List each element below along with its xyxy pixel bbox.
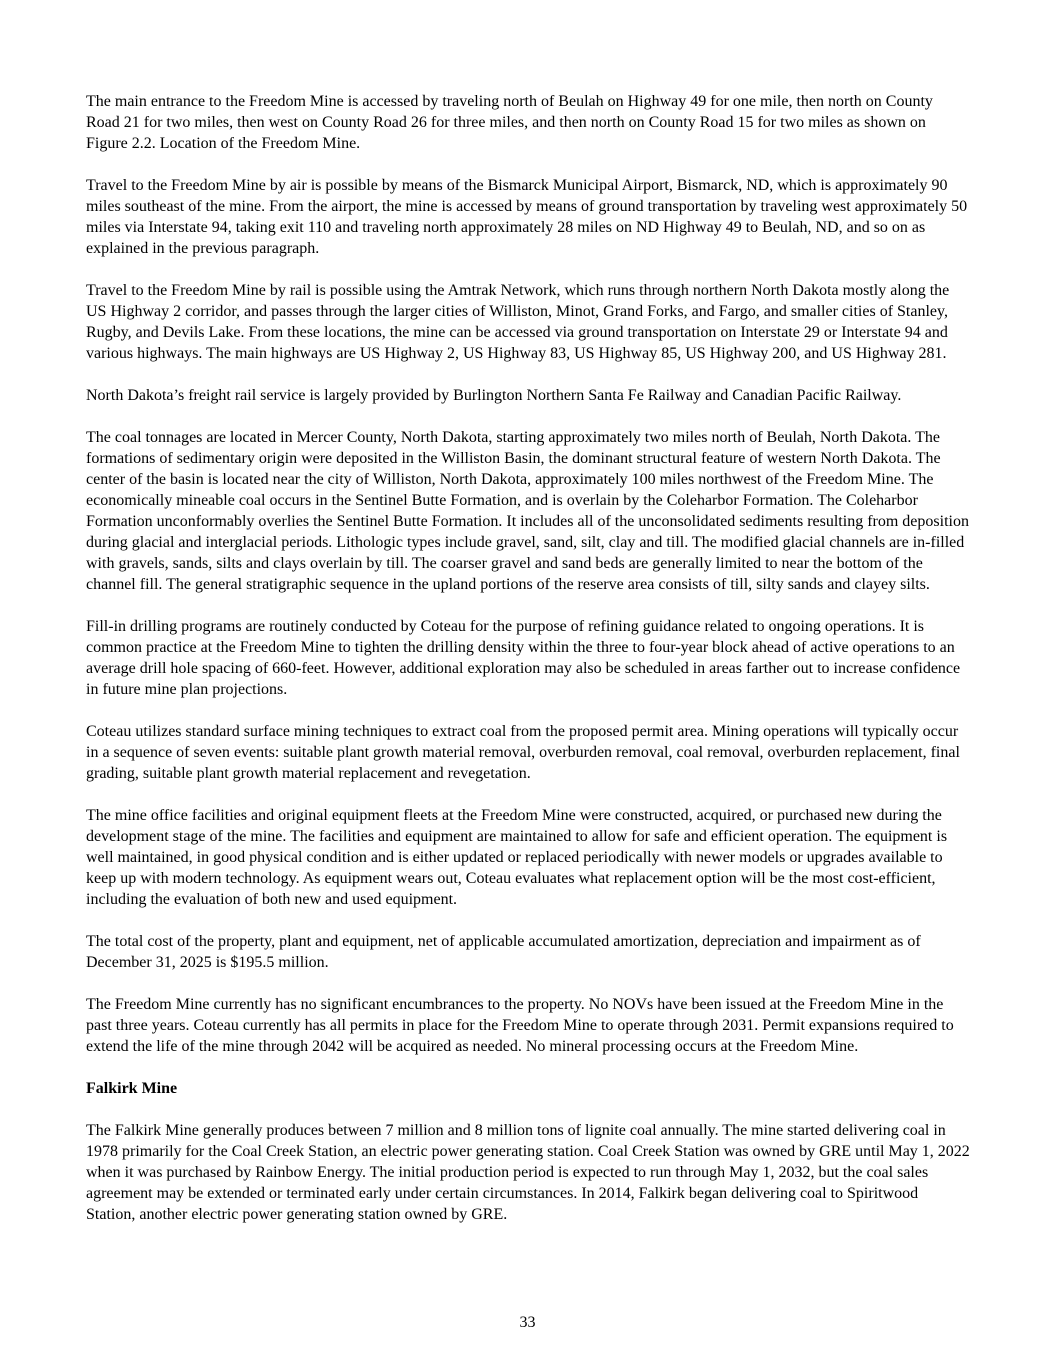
section-heading-falkirk-mine: Falkirk Mine [86, 1080, 178, 1097]
page-number: 33 [519, 1314, 536, 1331]
paragraph-mine-office-facilities: The mine office facilities and original equipment fleets at the Freedom Mine were constructed, acquired, or purchased new during the development stage of the mine. The facilities and equipment are maintained to allow for safe and efficient operation. The equipment is well maintained, in good physical condition and is either updated or replaced periodically with newer models or upgrades available to keep up with modern technology. As equipment wears out, Coteau evaluates what replacement option will be the most cost-efficient, including the evaluation of both new and used equipment. [86, 807, 948, 908]
paragraph-coal-tonnages-geology: The coal tonnages are located in Mercer County, North Dakota, starting approximately two miles north of Beulah, North Dakota. The formations of sedimentary origin were deposited in the Williston Basin, the dominant structural feature of western North Dakota. The center of the basin is located near the city of Williston, North Dakota, approximately 100 miles northwest of the Freedom Mine. The economically mineable coal occurs in the Sentinel Butte Formation, and is overlain by the Coleharbor Formation. The Coleharbor Formation unconformably overlies the Sentinel Butte Formation. It includes all of the unconsolidated sediments resulting from deposition during glacial and interglacial periods. Lithologic types include gravel, sand, silt, clay and till. The modified glacial channels are in-filled with gravels, sands, silts and clays overlain by till. The coarser gravel and sand beds are generally limited to near the bottom of the channel fill. The general stratigraphic sequence in the upland portions of the reserve area consists of till, silty sands and clayey silts. [86, 429, 969, 593]
paragraph-freedom-mine-entrance: The main entrance to the Freedom Mine is accessed by traveling north of Beulah on Highway 49 for one mile, then north on County Road 21 for two miles, then west on County Road 26 for three miles, and then north on County Road 15 for two miles as shown on Figure 2.2. Location of the Freedom Mine. [86, 93, 933, 152]
document-body [86, 91, 970, 1225]
paragraph-falkirk-mine-overview: The Falkirk Mine generally produces between 7 million and 8 million tons of lignite coal annually. The mine started delivering coal in 1978 primarily for the Coal Creek Station, an electric power generating station. Coal Creek Station was owned by GRE until May 1, 2022 when it was purchased by Rainbow Energy. The initial production period is expected to run through May 1, 2032, but the coal sales agreement may be extended or terminated early under certain circumstances. In 2014, Falkirk began delivering coal to Spiritwood Station, another electric power generating station owned by GRE. [86, 1122, 970, 1223]
paragraph-freight-rail-service: North Dakota’s freight rail service is largely provided by Burlington Northern Santa Fe Railway and Canadian Pacific Railway. [86, 387, 902, 404]
paragraph-fill-in-drilling: Fill-in drilling programs are routinely conducted by Coteau for the purpose of refining guidance related to ongoing operations. It is common practice at the Freedom Mine to tighten the drilling density within the three to four-year block ahead of active operations to an average drill hole spacing of 660-feet. However, additional exploration may also be scheduled in areas farther out to increase confidence in future mine plan projections. [86, 618, 961, 698]
paragraph-encumbrances-permits: The Freedom Mine currently has no significant encumbrances to the property. No NOVs have been issued at the Freedom Mine in the past three years. Coteau currently has all permits in place for the Freedom Mine to operate through 2031. Permit expansions required to extend the life of the mine through 2042 will be acquired as needed. No mineral processing occurs at the Freedom Mine. [86, 996, 954, 1055]
paragraph-travel-by-rail: Travel to the Freedom Mine by rail is possible using the Amtrak Network, which runs through northern North Dakota mostly along the US Highway 2 corridor, and passes through the larger cities of Williston, Minot, Grand Forks, and Fargo, and smaller cities of Stanley, Rugby, and Devils Lake. From these locations, the mine can be accessed via ground transportation on Interstate 29 or Interstate 94 and various highways. The main highways are US Highway 2, US Highway 83, US Highway 85, US Highway 200, and US Highway 281. [86, 282, 950, 362]
paragraph-travel-by-air: Travel to the Freedom Mine by air is possible by means of the Bismarck Municipal Airport, Bismarck, ND, which is approximately 90 miles southeast of the mine. From the airport, the mine is accessed by means of ground transportation by traveling west approximately 50 miles via Interstate 94, taking exit 110 and traveling north approximately 28 miles on ND Highway 49 to Beulah, ND, and so on as explained in the previous paragraph. [86, 177, 968, 257]
paragraph-total-cost-property: The total cost of the property, plant and equipment, net of applicable accumulated amortization, depreciation and impairment as of December 31, 2025 is $195.5 million. [86, 933, 921, 971]
paragraph-surface-mining-techniques: Coteau utilizes standard surface mining techniques to extract coal from the proposed permit area. Mining operations will typically occur in a sequence of seven events: suitable plant growth material removal, overburden removal, coal removal, overburden replacement, final grading, suitable plant growth material replacement and revegetation. [86, 723, 960, 782]
